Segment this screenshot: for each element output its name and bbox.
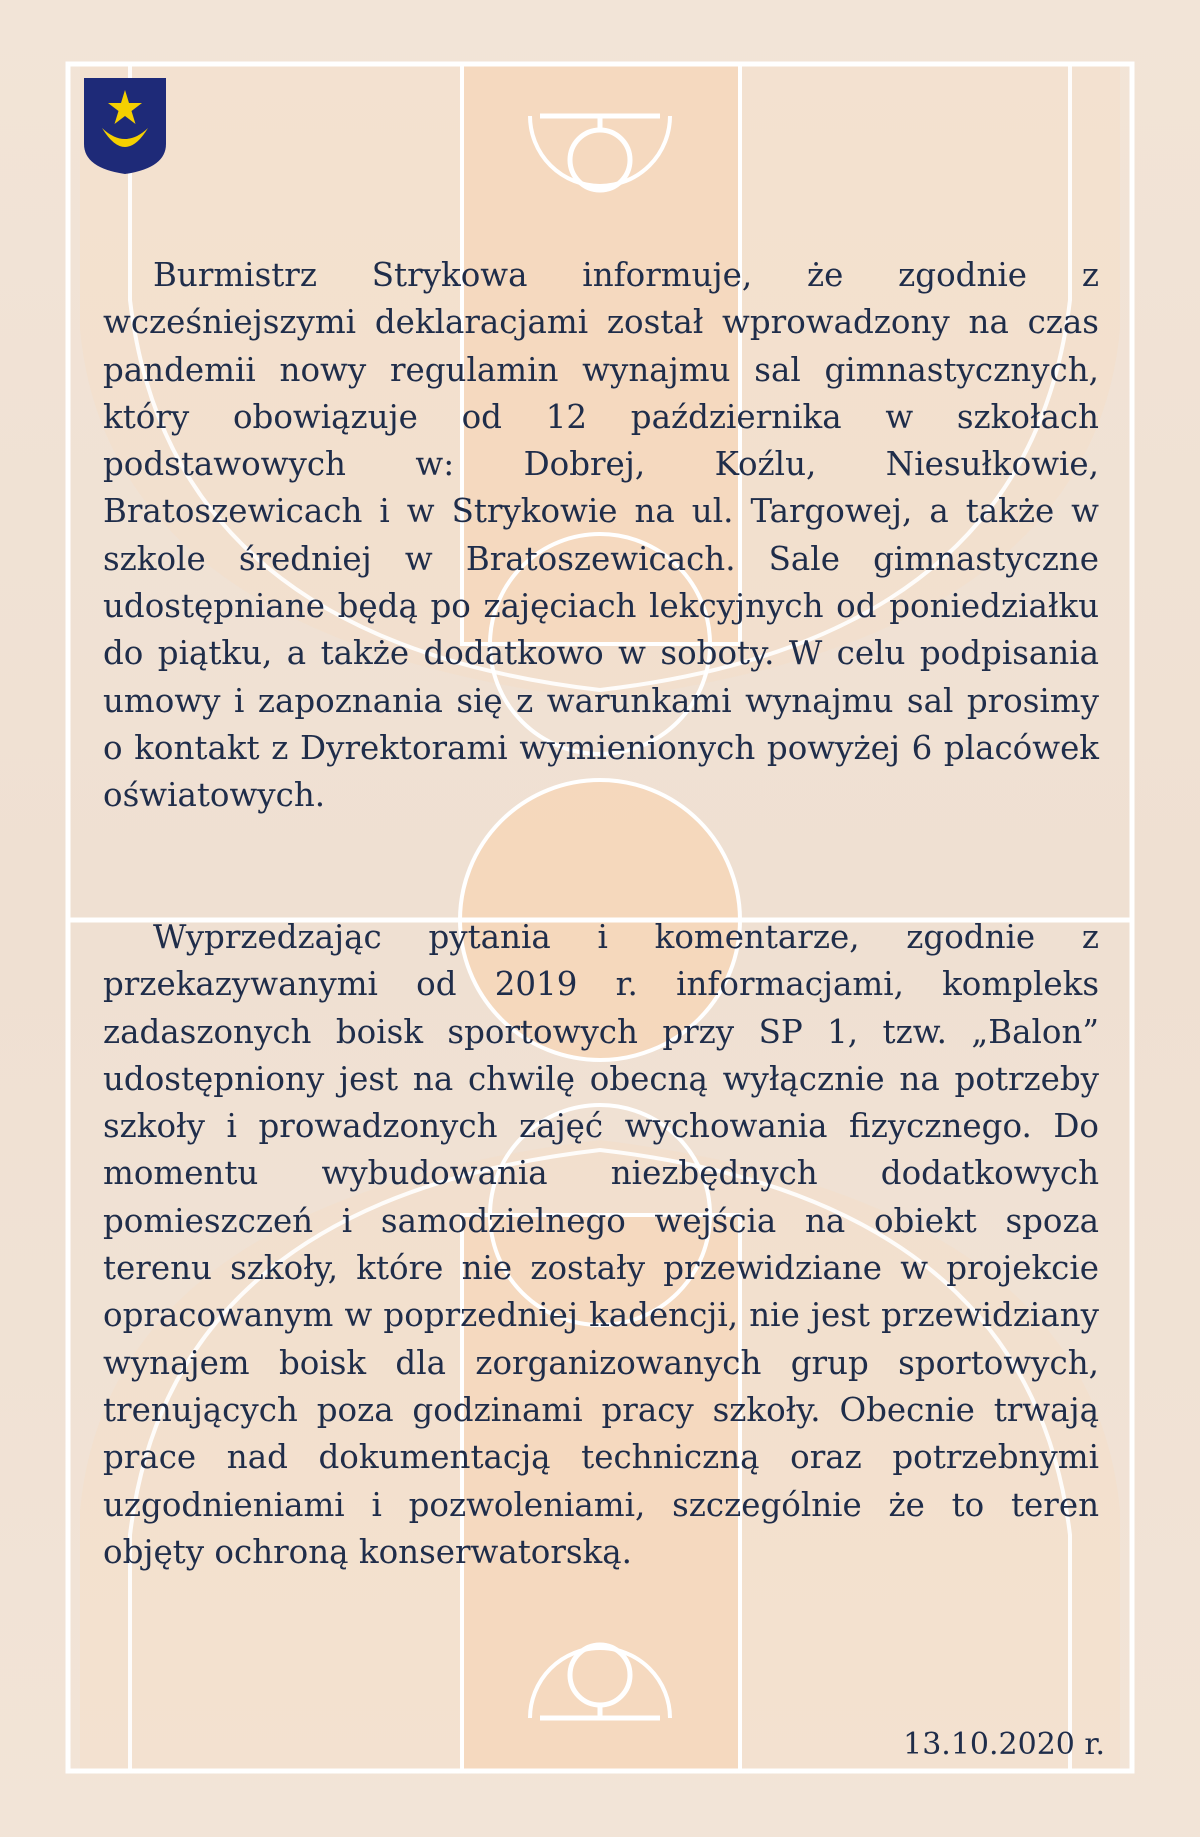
paragraph-balon-sports-complex: Wyprzedzając pytania i komentarze, zgodnie z przekazywanymi od 2019 r. informacjami, kompleks zadaszonych boisk sportowych przy SP 1, tzw. „Balon” udostępniony jest na chwilę obecną wyłącznie na potrzeby szkoły i prowadzonych zajęć wychowania fizycznego. Do momentu wybudowania niezbędnych dodatkowych pomieszczeń i samodzielnego wejścia na obiekt spoza terenu szkoły, które nie zostały przewidziane w projekcie opracowanym w poprzedniej kadencji, nie jest przewidziany wynajem boisk dla zorganizowanych grup sportowych, trenujących poza godzinami pracy szkoły. Obecnie trwają prace nad dokumentacją techniczną oraz potrzebnymi uzgodnieniami i pozwoleniami, szczególnie że to teren objęty ochroną konserwatorską. <box>103 918 1099 1571</box>
stryków-coat-of-arms-icon <box>82 76 168 176</box>
paragraph-gym-rental-regulations: Burmistrz Strykowa informuje, że zgodnie z wcześniejszymi deklaracjami został wprowadzony na czas pandemii nowy regulamin wynajmu sal gimnastycznych, który obowiązuje od 12 października w szkołach podstawowych w: Dobrej, Koźlu, Niesułkowie, Bratoszewicach i w Strykowie na ul. Targowej, a także w szkole średniej w Bratoszewicach. Sale gimnastyczne udostępniane będą po zajęciach lekcyjnych od poniedziałku do piątku, a także dodatkowo w soboty. W celu podpisania umowy i zapoznania się z warunkami wynajmu sal prosimy o kontakt z Dyrektorami wymienionych powyżej 6 placówek oświatowych. <box>103 256 1099 815</box>
document-date: 13.10.2020 r. <box>903 1727 1105 1762</box>
